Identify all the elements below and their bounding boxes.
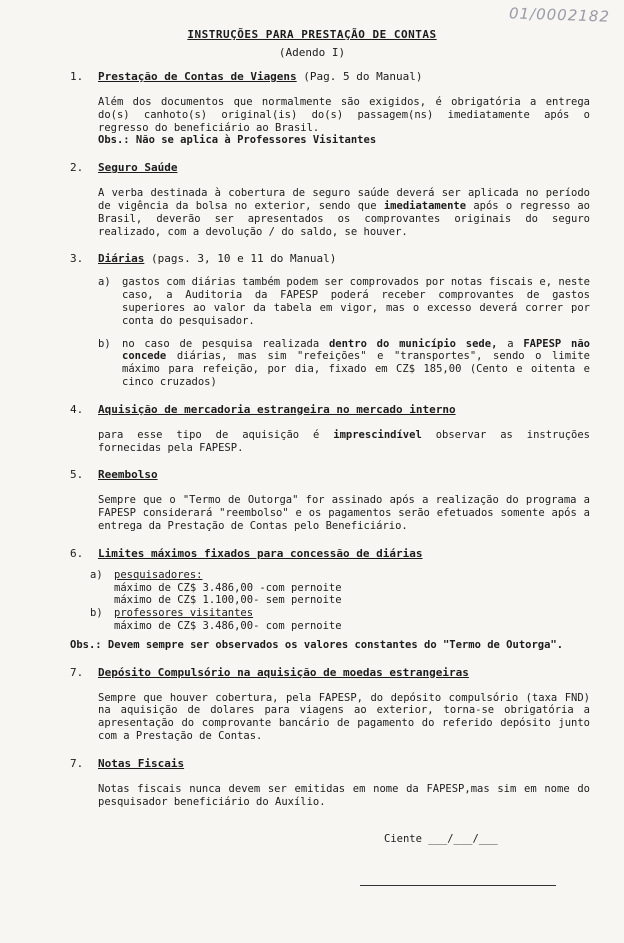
section-title: Diárias [98, 252, 145, 266]
section-viagens [70, 70, 590, 147]
section-number: 2. [70, 161, 84, 175]
limit-value: máximo de CZ$ 3.486,00 -com pernoite [114, 581, 342, 594]
signature-line [360, 885, 556, 886]
list-item: a) gastos com diárias também podem ser comprovados por notas fiscais e, neste caso, a Auditoria da FAPESP poderá receber comprovantes de gastos superiores ao valor da tabela em vigor, mas o excesso deverá correr por conta do pesquisador. [98, 276, 590, 327]
list-item: b) no caso de pesquisa realizada dentro do município sede, a FAPESP não concede diárias, mas sim "refeições" e "transportes", sendo o limite máximo para refeição, por dia, fixado em CZ$ 185,00 (Cento e oitenta e cinco cruzados) [98, 337, 590, 388]
section-obs: Obs.: Devem sempre ser observados os valores constantes do "Termo de Outorga". [70, 638, 564, 651]
ciente-date-field: Ciente ___/___/___ [384, 833, 498, 845]
section-text: para esse tipo de aquisição é imprescindível observar as instruções fornecidas pela FAPESP. [98, 428, 590, 454]
section-title: Seguro Saúde [98, 161, 178, 175]
section-title: Aquisição de mercadoria estrangeira no mercado interno [98, 402, 456, 416]
section-note: (Pag. 5 do Manual) [296, 70, 423, 83]
section-title: Depósito Compulsório na aquisição de moedas estrangeiras [98, 665, 469, 679]
section-notas-fiscais [70, 757, 590, 809]
section-text: A verba destinada à cobertura de seguro saúde deverá ser aplicada no período de vigência da bolsa no exterior, sendo que imediatamente após o regresso ao Brasil, deverão ser apresentados os comprovantes originais do seguro realizado, com a devolução / do saldo, se houver. [98, 187, 591, 238]
section-number: 3. [70, 252, 84, 266]
document-body [70, 64, 590, 808]
section-number: 1. [70, 70, 84, 83]
section-title: Prestação de Contas de Viagens [98, 70, 297, 83]
document-title: INSTRUÇÕES PARA PRESTAÇÃO DE CONTAS [187, 28, 437, 41]
section-number: 6. [70, 546, 84, 560]
section-obs: Obs.: Não se aplica à Professores Visitantes [98, 134, 377, 147]
list-item: a) pesquisadores: [90, 568, 203, 581]
section-title: Notas Fiscais [98, 756, 185, 770]
section-number: 7. [70, 756, 84, 770]
section-diarias [70, 252, 590, 388]
section-title: Reembolso [98, 468, 158, 482]
section-number: 4. [70, 402, 84, 416]
section-text: Sempre que houver cobertura, pela FAPESP, do depósito compulsório (taxa FND) na aquisição de dolares para viagens ao exterior, torna-se obrigatória a apresentação do comprovante bancário de pagamento do referido depósito junto com a Prestação de Contas. [98, 691, 590, 742]
section-text: Notas fiscais nunca devem ser emitidas em nome da FAPESP,mas sim em nome do pesquisador beneficiário do Auxílio. [98, 782, 590, 808]
section-number: 7. [70, 665, 84, 679]
section-limites-diarias [70, 547, 590, 652]
document-subtitle: (Adendo I) [278, 46, 346, 59]
archive-stamp: 01/0002182 [508, 4, 611, 26]
section-text: Além dos documentos que normalmente são exigidos, é obrigatória a entrega do(s) canhoto(s) original(is) do(s) passagem(ns) imediatamente após o regresso do beneficiário ao Brasil. [98, 96, 590, 134]
section-note: (pags. 3, 10 e 11 do Manual) [144, 252, 337, 266]
section-text: Sempre que o "Termo de Outorga" for assinado após a realização do programa a FAPESP considerará "reembolso" e os pagamentos serão efetuados somente após a entrega da Prestação de Contas pelo Beneficiário. [98, 494, 590, 532]
list-item: b) professores visitantes [90, 607, 254, 620]
section-number: 5. [70, 468, 84, 482]
limit-value: máximo de CZ$ 1.100,00- sem pernoite [114, 594, 342, 607]
section-seguro-saude [70, 161, 590, 238]
section-reembolso [70, 468, 590, 532]
section-title: Limites máximos fixados para concessão de diárias [98, 546, 423, 560]
section-mercadoria-estrangeira [70, 403, 590, 455]
section-deposito-compulsorio [70, 666, 590, 743]
limit-value: máximo de CZ$ 3.486,00- com pernoite [114, 619, 342, 632]
